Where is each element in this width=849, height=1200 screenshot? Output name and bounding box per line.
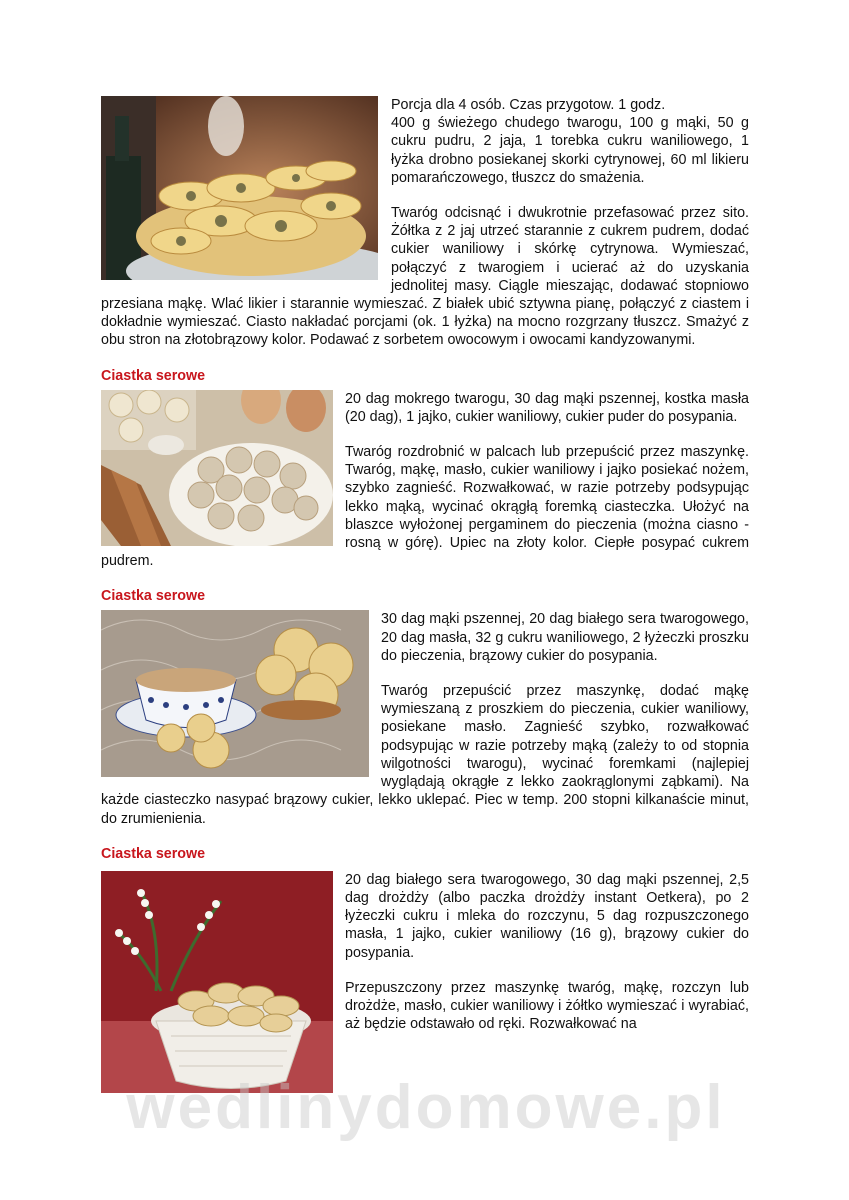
intro-servings: Porcja dla 4 osób. Czas przygotow. 1 godz. bbox=[391, 97, 666, 113]
section-ingredients: 30 dag mąki pszennej, 20 dag białego sera twarogowego, 20 dag masła, 32 g cukru waniliowego, 2 łyżeczki proszku do pieczenia, brązowy cukier do posypania. bbox=[381, 611, 749, 664]
fried-cheese-cakes-photo bbox=[101, 96, 378, 280]
section-heading: Ciastka serowe bbox=[101, 845, 206, 862]
recipe-section-3 bbox=[101, 845, 749, 1093]
cookies-with-teacup-photo bbox=[101, 610, 369, 777]
recipe-section-1 bbox=[101, 367, 749, 571]
sugared-cookies-photo bbox=[101, 390, 333, 546]
cookies-in-basket-photo bbox=[101, 871, 333, 1093]
intro-instructions: Twaróg odcisnąć i dwukrotnie przefasować przez sito. Żółtka z 2 jaj utrzeć starannie z cukrem pudrem, dodać cukier waniliowy i skórkę cytrynowa. Wymieszać, połączyć z twarogiem i ucierać aż do uzyskania jednolitej masy. Ciągle mieszając, dodawać stopniowo przesiana mąkę. Wlać likier i starannie wymieszać. Z białek ubić sztywna pianę, połączyć z ciastem i dokładnie wymieszać. Ciasto nakładać porcjami (ok. 1 łyżka) na mocno rozgrzany tłuszcz. Smażyć z obu stron na złotobrązowy kolor. Podawać z sorbetem owocowym i owocami kandyzowanymi. bbox=[101, 205, 749, 349]
section-instructions: Twaróg przepuścić przez maszynkę, dodać mąkę wymieszaną z proszkiem do pieczenia, cukier waniliowy, posiekane masło. Zagnieść szybko, rozwałkować podsypując w razie potrzeby mąką (zależy to od stopnia wilgotności twarogu), wycinać foremkami (najlepiej wyglądają okrągłe z lekko zaokrąglonymi ząbkami). Na każde ciasteczko nasypać brązowy cukier, lekko uklepać. Piec w temp. 200 stopni kilkanaście minut, do zrumienienia. bbox=[101, 683, 749, 827]
site-watermark: wedlinydomowe.pl bbox=[126, 1073, 726, 1142]
intro-recipe bbox=[101, 96, 749, 350]
section-ingredients: 20 dag mokrego twarogu, 30 dag mąki pszennej, kostka masła (20 dag), 1 jajko, cukier waniliowy, cukier puder do posypania. bbox=[345, 390, 749, 425]
section-instructions: Twaróg rozdrobnić w palcach lub przepuścić przez maszynkę. Twaróg, mąkę, masło, cukier waniliowy i jajko posiekać nożem, szybko zagnieść. Rozwałkować, w razie potrzeby podsypując lekko mąką, wycinać okrągłą foremką ciasteczka. Ułożyć na blaszce wyłożonej pergaminem do pieczenia (można ciasno - rosną w górę). Upiec na złoty kolor. Ciepłe posypać cukrem pudrem. bbox=[101, 444, 749, 570]
recipe-section-2 bbox=[101, 587, 749, 827]
section-ingredients: 20 dag białego sera twarogowego, 30 dag mąki pszennej, 2,5 dag drożdży (albo paczka drożdży instant Oetkera), po 2 łyżeczki cukru i mleka do rozczynu, 5 dag rozpuszczonego masła, 1 jajko, cukier waniliowy (16 g), brązowy cukier do posypania. bbox=[345, 871, 749, 961]
section-heading: Ciastka serowe bbox=[101, 588, 206, 605]
document-page bbox=[101, 96, 749, 1093]
section-heading: Ciastka serowe bbox=[101, 367, 206, 384]
intro-ingredients: 400 g świeżego chudego twarogu, 100 g mąki, 50 g cukru pudru, 2 jaja, 1 torebka cukru waniliowego, 1 łyżka drobno posiekanej skorki cytrynowej, 60 ml likieru pomarańczowego, tłuszcz do smażenia. bbox=[391, 115, 749, 186]
section-instructions: Przepuszczony przez maszynkę twaróg, mąkę, rozczyn lub drożdże, masło, cukier waniliowy i żółtko wymieszać i wyrabiać, aż będzie odstawało od ręki. Rozwałkować na bbox=[345, 979, 749, 1033]
